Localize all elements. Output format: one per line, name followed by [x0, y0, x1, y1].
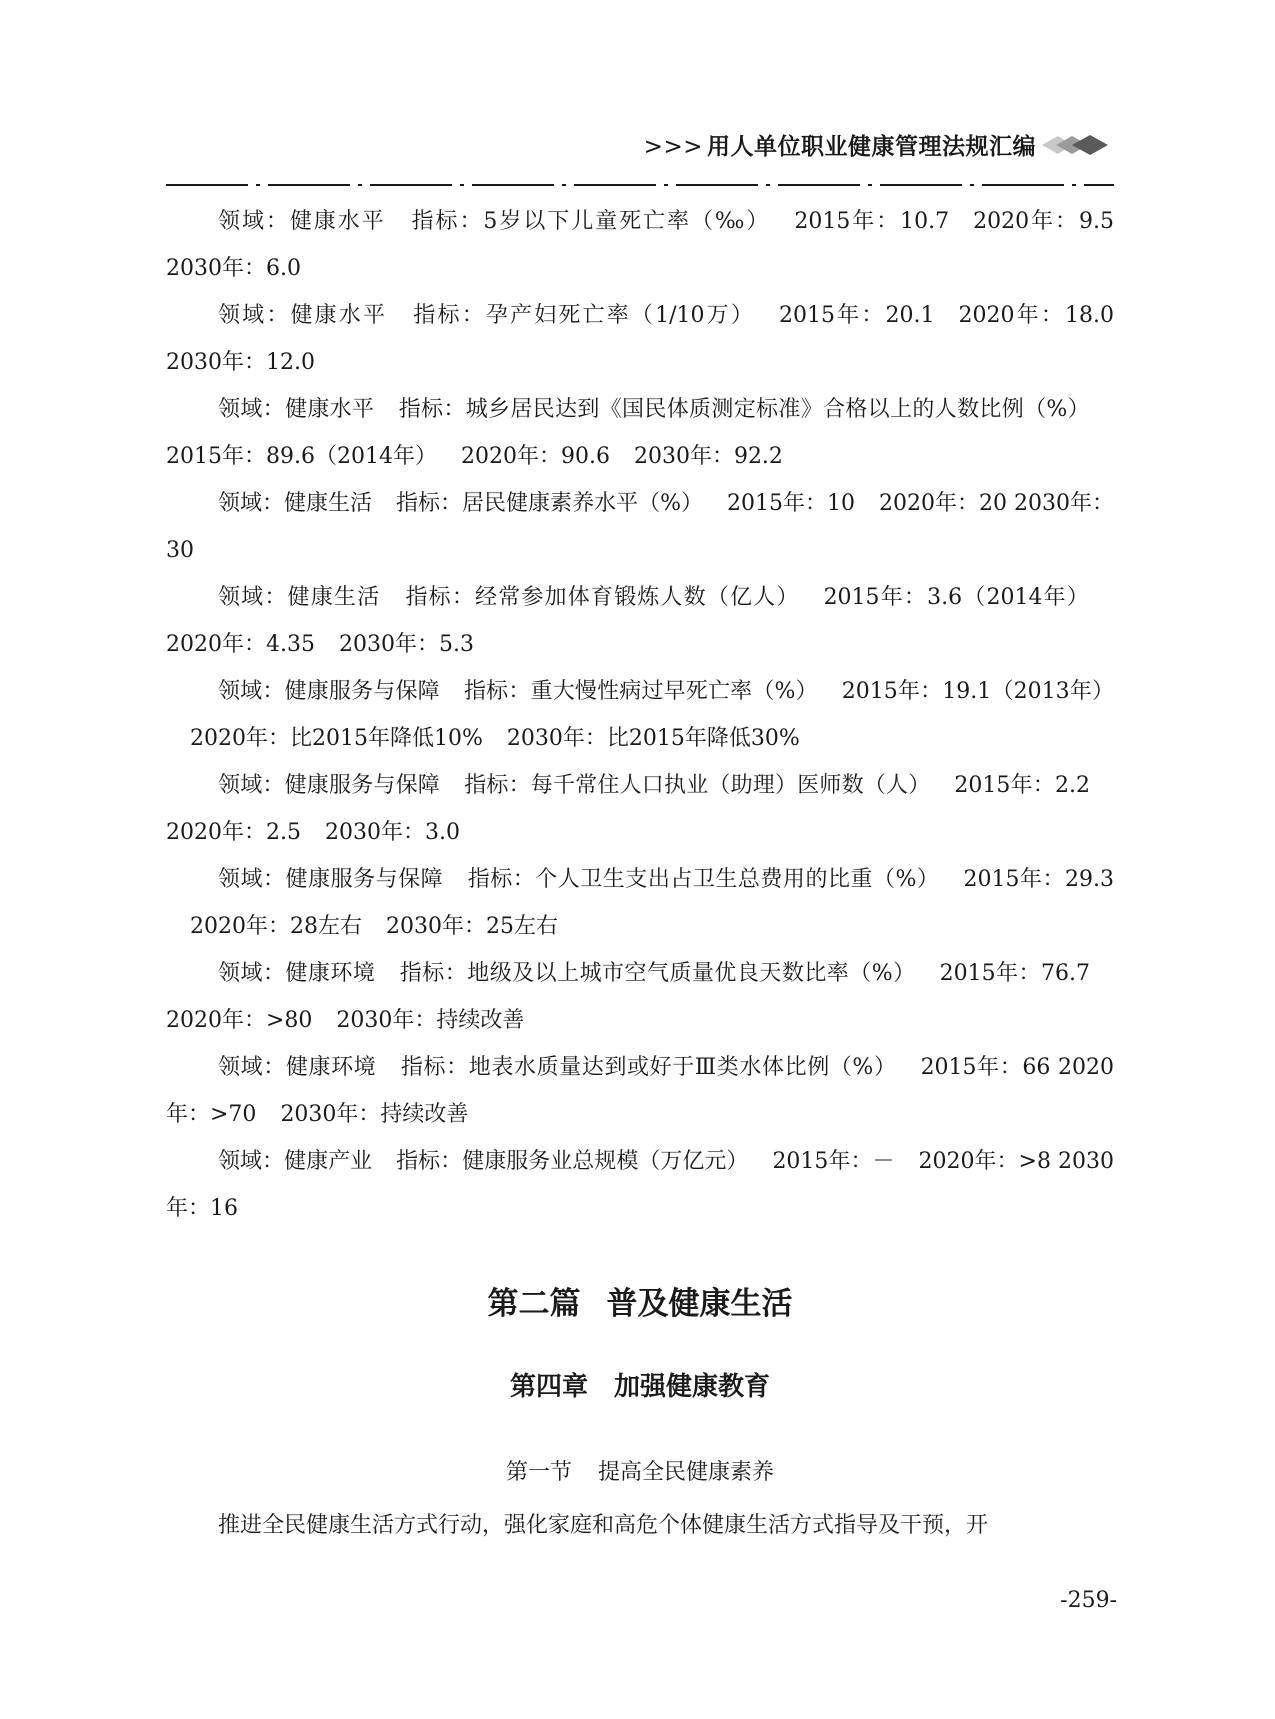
indicator-entry — [166, 668, 1114, 762]
indicator-name: 指标：孕产妇死亡率（1/10万） — [411, 303, 755, 328]
header-divider — [166, 182, 1114, 188]
indicator-domain: 领域：健康生活 — [218, 585, 381, 610]
indicator-2030: 2030年：6.0 — [166, 256, 301, 281]
indicator-entry — [166, 1044, 1114, 1138]
indicator-entry — [166, 574, 1114, 668]
page-number: -259- — [1060, 1588, 1117, 1613]
indicator-2030: 2030年：持续改善 — [336, 1008, 525, 1033]
chapter-title: 加强健康教育 — [614, 1372, 771, 1402]
indicator-2015: 2015年：20.1 — [779, 303, 935, 328]
indicator-entry — [166, 386, 1114, 480]
indicator-2020: 2020年：18.0 — [958, 303, 1114, 328]
indicator-2015: 2015年：10 — [727, 491, 855, 516]
indicator-name: 指标：健康服务业总规模（万亿元） — [396, 1149, 749, 1174]
indicator-2030: 2030年：12.0 — [166, 350, 315, 375]
indicator-2015: 2015年：76.7 — [939, 961, 1091, 986]
indicator-name: 指标：经常参加体育锻炼人数（亿人） — [404, 585, 800, 610]
indicator-domain: 领域：健康生活 — [218, 491, 373, 516]
indicator-domain: 领域：健康水平 — [218, 397, 375, 422]
indicator-name: 指标：城乡居民达到《国民体质测定标准》合格以上的人数比例（%） — [398, 397, 1090, 422]
indicator-2015: 2015年：2.2 — [954, 773, 1090, 798]
indicator-2020: 2020年：4.35 — [166, 632, 315, 657]
indicator-name: 指标：个人卫生支出占卫生总费用的比重（%） — [467, 867, 940, 892]
indicator-domain: 领域：健康服务与保障 — [218, 679, 440, 704]
running-header — [166, 128, 1114, 168]
body-paragraph: 推进全民健康生活方式行动，强化家庭和高危个体健康生活方式指导及干预，开 — [218, 1513, 989, 1538]
indicator-2015: 2015年：10.7 — [794, 209, 950, 234]
indicator-entry — [166, 1138, 1114, 1232]
section-number: 第一节 — [505, 1460, 572, 1485]
indicator-2030: 2030年：比2015年降低30% — [506, 726, 800, 751]
indicator-2030: 2030年：92.2 — [633, 444, 783, 469]
diamond-ornament-icon — [1042, 134, 1114, 156]
chapter-heading — [166, 1366, 1114, 1403]
section-title: 提高全民健康素养 — [598, 1460, 775, 1485]
indicator-entry — [166, 950, 1114, 1044]
indicator-2020: 2020年：90.6 — [460, 444, 610, 469]
indicator-list — [166, 198, 1114, 1232]
indicator-2030: 2030年：30 — [166, 491, 1114, 563]
chapter-number: 第四章 — [509, 1372, 588, 1402]
indicator-2020: 2020年：>8 — [918, 1149, 1051, 1174]
indicator-entry — [166, 198, 1114, 292]
part-number: 第二篇 — [487, 1286, 581, 1322]
indicator-domain: 领域：健康服务与保障 — [218, 867, 444, 892]
indicator-2015: 2015年：66 — [920, 1055, 1051, 1080]
indicator-2015: 2015年：29.3 — [963, 867, 1114, 892]
indicator-2030: 2030年：25左右 — [385, 914, 558, 939]
indicator-2020: 2020年：比2015年降低10% — [190, 726, 483, 751]
indicator-2015: 2015年：89.6（2014年） — [166, 444, 437, 469]
indicator-entry — [166, 480, 1114, 574]
indicator-2020: 2020年：>70 — [166, 1055, 1114, 1127]
indicator-name: 指标：重大慢性病过早死亡率（%） — [463, 679, 818, 704]
indicator-domain: 领域：健康环境 — [218, 1055, 377, 1080]
indicator-2015: 2015年：3.6（2014年） — [823, 585, 1090, 610]
indicator-entry — [166, 762, 1114, 856]
running-header-title — [644, 128, 1036, 161]
part-title: 普及健康生活 — [606, 1286, 793, 1322]
indicator-2020: 2020年：20 — [879, 491, 1007, 516]
book-title: 用人单位职业健康管理法规汇编 — [707, 133, 1036, 160]
part-heading — [166, 1278, 1114, 1323]
indicator-2030: 2030年：持续改善 — [280, 1102, 469, 1127]
indicator-domain: 领域：健康水平 — [218, 303, 388, 328]
indicator-entry — [166, 856, 1114, 950]
header-chevrons: >>> — [643, 134, 703, 160]
indicator-name: 指标：每千常住人口执业（助理）医师数（人） — [464, 773, 931, 798]
indicator-name: 指标：居民健康素养水平（%） — [396, 491, 703, 516]
indicator-domain: 领域：健康产业 — [218, 1149, 373, 1174]
indicator-2030: 2030年：3.0 — [324, 820, 460, 845]
indicator-2015: 2015年：19.1（2013年） — [841, 679, 1115, 704]
indicator-name: 指标：地表水质量达到或好于Ⅲ类水体比例（%） — [400, 1055, 897, 1080]
indicator-domain: 领域：健康环境 — [218, 961, 376, 986]
indicator-domain: 领域：健康服务与保障 — [218, 773, 440, 798]
indicator-name: 指标：5岁以下儿童死亡率（‰） — [409, 209, 771, 234]
indicator-2015: 2015年：－ — [772, 1149, 895, 1174]
indicator-2030: 2030年：16 — [166, 1149, 1114, 1221]
section-heading — [166, 1455, 1114, 1486]
indicator-2020: 2020年：28左右 — [190, 914, 362, 939]
indicator-2030: 2030年：5.3 — [338, 632, 474, 657]
indicator-2020: 2020年：>80 — [166, 1008, 313, 1033]
indicator-2020: 2020年：2.5 — [166, 820, 301, 845]
indicator-2020: 2020年：9.5 — [973, 209, 1114, 234]
indicator-entry — [166, 292, 1114, 386]
indicator-domain: 领域：健康水平 — [218, 209, 386, 234]
indicator-name: 指标：地级及以上城市空气质量优良天数比率（%） — [399, 961, 916, 986]
